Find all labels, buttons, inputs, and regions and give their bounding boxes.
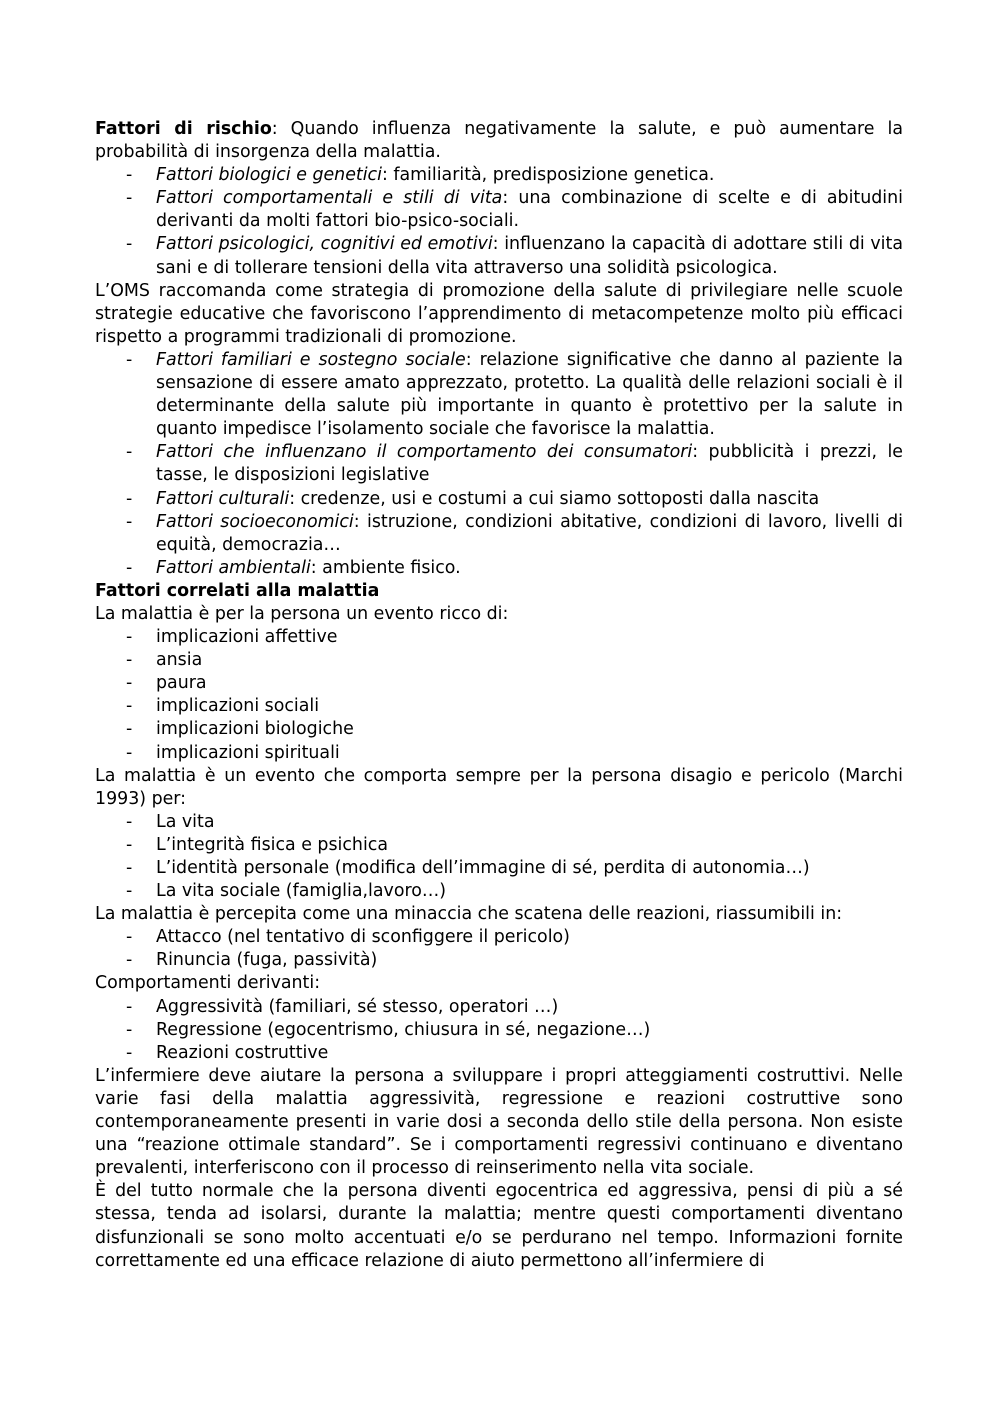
document-page	[95, 118, 903, 1273]
factor-text: : una combinazione di scelte e di abitudini derivanti da molti fattori bio-psico-sociali.	[156, 188, 903, 232]
list-item: - L’integrità fisica e psichica	[156, 834, 903, 857]
factor-term: Fattori biologici e genetici	[156, 165, 382, 186]
list-item: - Regressione (egocentrismo, chiusura in sé, negazione…)	[156, 1019, 903, 1042]
normal-behaviour-paragraph: È del tutto normale che la persona diventi egocentrica ed aggressiva, pensi di più a sé stessa, tenda ad isolarsi, durante la malattia; mentre questi comportamenti diventano disfunzionali se sono molto accentuati e/o se perdurano nel tempo. Informazioni fornite correttamente ed una efficace relazione di aiuto permettono all’infermiere di	[95, 1181, 903, 1271]
factor-term: Fattori culturali	[156, 488, 290, 509]
factor-term: Fattori che influenzano il comportamento dei consumatori	[156, 442, 693, 463]
risk-factor-list	[95, 164, 903, 279]
list-item: - Attacco (nel tentativo di sconfiggere il pericolo)	[156, 926, 903, 949]
danger-intro: La malattia è un evento che comporta sempre per la persona disagio e pericolo (Marchi 1993) per:	[95, 765, 903, 809]
implications-intro: La malattia è per la persona un evento ricco di:	[95, 603, 509, 624]
list-item	[156, 511, 903, 557]
factor-text: : influenzano la capacità di adottare stili di vita sani e di tollerare tensioni della vita attraverso una solidità psicologica.	[156, 234, 903, 278]
risk-intro-paragraph	[95, 118, 903, 164]
list-item	[156, 488, 903, 511]
list-item: - implicazioni affettive	[156, 626, 903, 649]
factor-text: : relazione significative che danno al paziente la sensazione di essere amato apprezzato, protetto. La qualità delle relazioni sociali è il determinante della salute più importante in quanto è protettivo per la salute in quanto impedisce l’isolamento sociale che favorisce la malattia.	[156, 349, 903, 440]
nurse-paragraph: L’infermiere deve aiutare la persona a sviluppare i propri atteggiamenti costruttivi. Nelle varie fasi della malattia aggressività, regressione e reazioni costruttive sono contemporaneamente presenti in varie dosi a seconda dello stile della persona. Non esiste una “reazione ottimale standard”. Se i comportamenti regressivi continuano e diventano prevalenti, interferiscono con il processo di reinserimento nella vita sociale.	[95, 1065, 903, 1179]
list-item	[156, 441, 903, 487]
list-item: - La vita	[156, 811, 903, 834]
danger-list	[95, 811, 903, 903]
factor-text: : ambiente fisico.	[310, 557, 461, 578]
factor-term: Fattori familiari e sostegno sociale	[156, 349, 466, 370]
threat-intro: La malattia è percepita come una minaccia che scatena delle reazioni, riassumibili in:	[95, 904, 843, 925]
reaction-list	[95, 926, 903, 972]
behaviour-intro: Comportamenti derivanti:	[95, 973, 321, 994]
list-item: - L’identità personale (modifica dell’immagine di sé, perdita di autonomia…)	[156, 857, 903, 880]
factor-term: Fattori comportamentali e stili di vita	[156, 188, 503, 209]
factor-text: : familiarità, predisposizione genetica.	[381, 165, 715, 186]
list-item	[156, 233, 903, 279]
social-factor-list	[95, 349, 903, 580]
list-item: - paura	[156, 672, 903, 695]
list-item: - Reazioni costruttive	[156, 1042, 903, 1065]
list-item: - La vita sociale (famiglia,lavoro…)	[156, 880, 903, 903]
factor-term: Fattori socioeconomici	[156, 511, 354, 532]
risk-lead: Fattori di rischio	[95, 119, 272, 139]
list-item: - implicazioni sociali	[156, 695, 903, 718]
factor-text: : istruzione, condizioni abitative, condizioni di lavoro, livelli di equità, democrazia…	[156, 511, 903, 555]
list-item	[156, 164, 903, 187]
list-item: - Rinuncia (fuga, passività)	[156, 949, 903, 972]
risk-intro-text: : Quando influenza negativamente la salute, e può aumentare la probabilità di insorgenza della malattia.	[95, 119, 903, 163]
factor-term: Fattori ambientali	[156, 557, 311, 578]
list-item: - Aggressività (familiari, sé stesso, operatori …)	[156, 996, 903, 1019]
factor-text: : credenze, usi e costumi a cui siamo sottoposti dalla nascita	[289, 488, 820, 509]
section-heading: Fattori correlati alla malattia	[95, 580, 380, 601]
list-item	[156, 349, 903, 441]
oms-paragraph: L’OMS raccomanda come strategia di promozione della salute di privilegiare nelle scuole strategie educative che favoriscono l’apprendimento di metacompetenze molto più efficaci rispetto a programmi tradizionali di promozione.	[95, 280, 903, 347]
list-item	[156, 187, 903, 233]
list-item	[156, 557, 903, 580]
list-item: - ansia	[156, 649, 903, 672]
list-item: - implicazioni spirituali	[156, 742, 903, 765]
factor-text: : pubblicità i prezzi, le tasse, le disposizioni legislative	[156, 442, 903, 486]
implications-list	[95, 626, 903, 765]
list-item: - implicazioni biologiche	[156, 718, 903, 741]
behaviour-list	[95, 996, 903, 1065]
factor-term: Fattori psicologici, cognitivi ed emotivi	[156, 234, 493, 255]
